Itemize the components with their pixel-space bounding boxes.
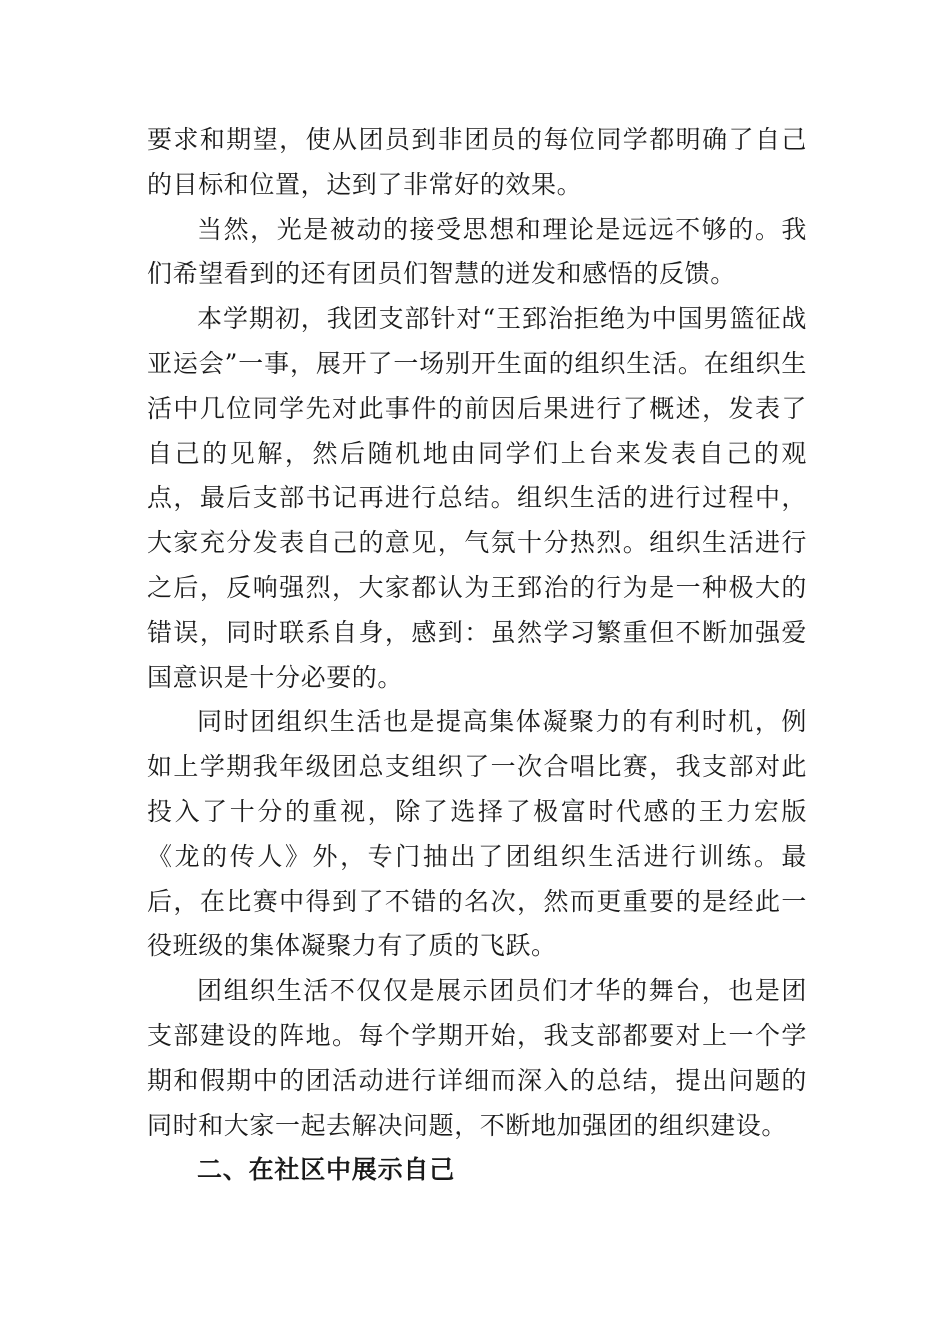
paragraph-1: 要求和期望，使从团员到非团员的每位同学都明确了自己的目标和位置，达到了非常好的效果。 [147, 125, 807, 199]
paragraph-3: 本学期初，我团支部针对“王郅治拒绝为中国男篮征战亚运会”一事，展开了一场别开生面的组织生活。在组织生活中几位同学先对此事件的前因后果进行了概述，发表了自己的见解，然后随机地由同学们上台来发表自己的观点，最后支部书记再进行总结。组织生活的进行过程中，大家充分发表自己的意见，气氛十分热烈。组织生活进行之后，反响强烈，大家都认为王郅治的行为是一种极大的错误，同时联系自身，感到：虽然学习繁重但不断加强爱国意识是十分必要的。 [147, 304, 807, 692]
section-heading: 二、在社区中展示自己 [197, 1155, 456, 1185]
paragraph-4: 同时团组织生活也是提高集体凝聚力的有利时机，例如上学期我年级团总支组织了一次合唱比赛，我支部对此投入了十分的重视，除了选择了极富时代感的王力宏版《龙的传人》外，专门抽出了团组织生活进行训练。最后，在比赛中得到了不错的名次，然而更重要的是经此一役班级的集体凝聚力有了质的飞跃。 [147, 707, 807, 961]
paragraph-5: 团组织生活不仅仅是展示团员们才华的舞台，也是团支部建设的阵地。每个学期开始，我支部都要对上一个学期和假期中的团活动进行详细而深入的总结，提出问题的同时和大家一起去解决问题，不断地加强团的组织建设。 [147, 976, 807, 1140]
document-page [147, 118, 807, 1193]
paragraph-2: 当然，光是被动的接受思想和理论是远远不够的。我们希望看到的还有团员们智慧的迸发和感悟的反馈。 [147, 214, 807, 289]
